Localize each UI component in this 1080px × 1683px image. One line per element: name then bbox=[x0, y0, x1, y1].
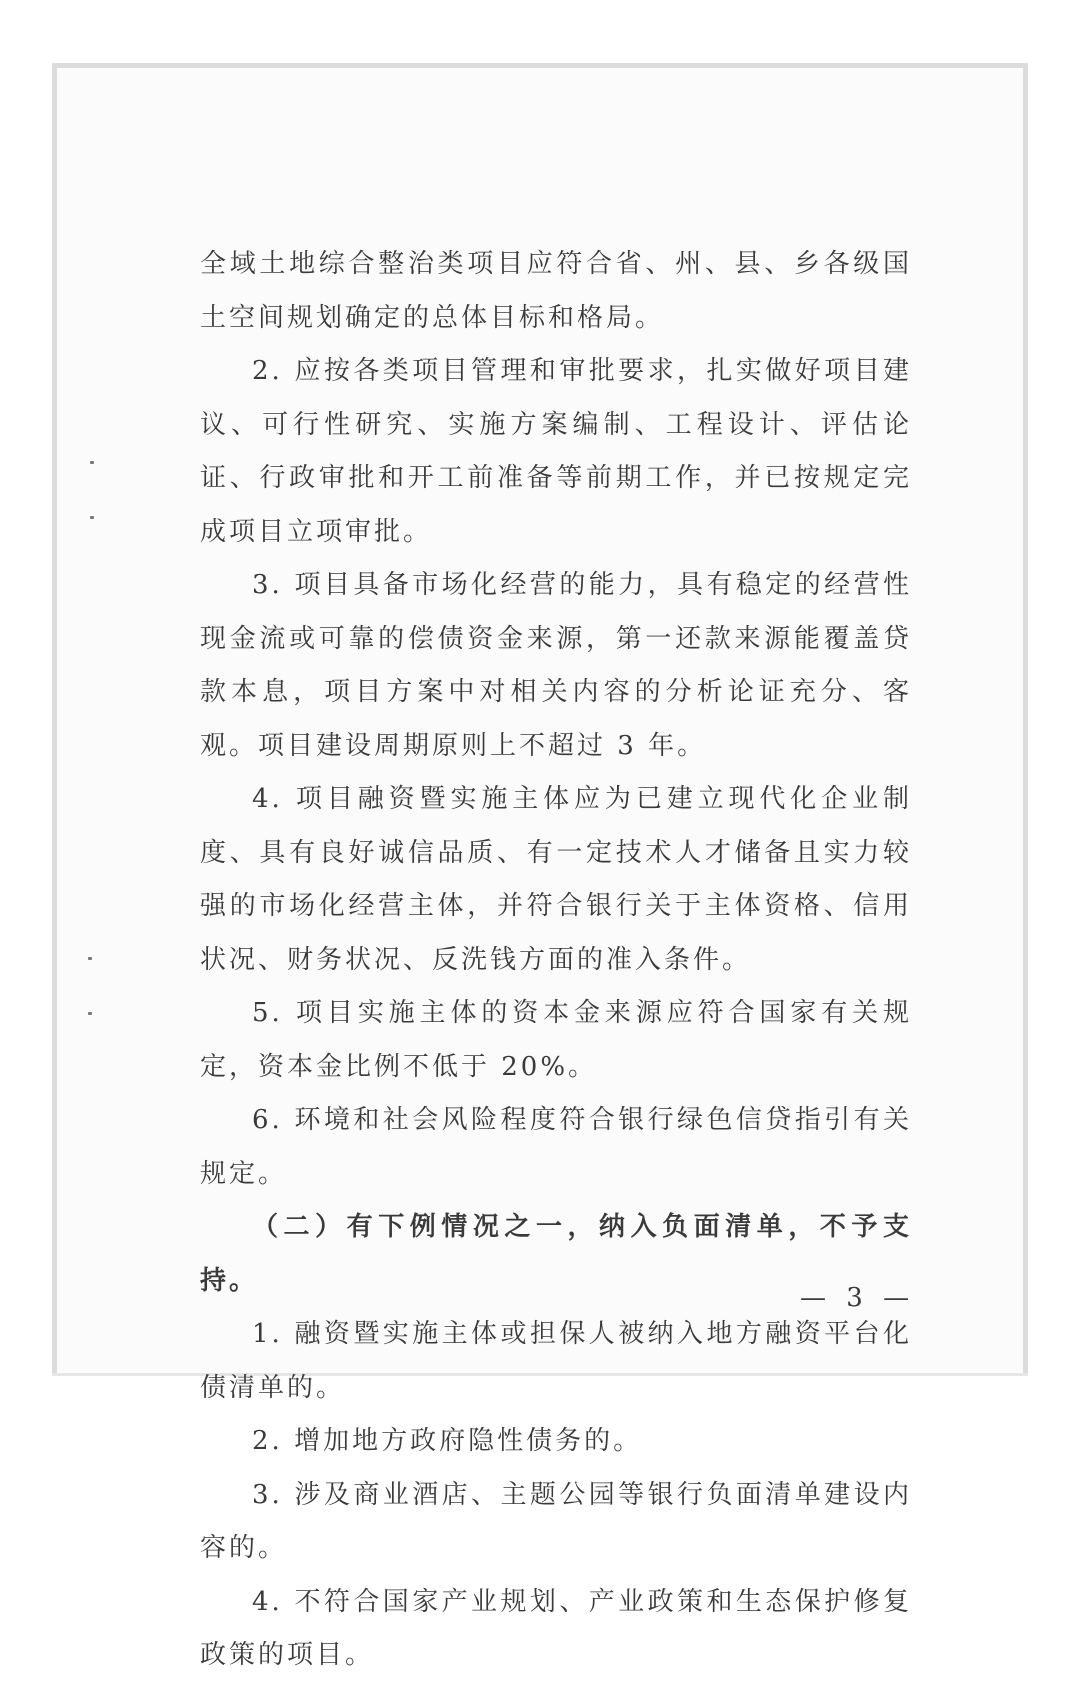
document-body bbox=[200, 238, 912, 1683]
section-heading-negative-list: （二）有下例情况之一，纳入负面清单，不予支持。 bbox=[200, 1212, 912, 1296]
scan-speck bbox=[88, 957, 92, 960]
negative-item-3: 3. 涉及商业酒店、主题公园等银行负面清单建设内容的。 bbox=[200, 1479, 912, 1563]
page-number: — 3 — bbox=[800, 1283, 916, 1313]
scan-speck bbox=[88, 1012, 92, 1015]
paragraph-item-6: 6. 环境和社会风险程度符合银行绿色信贷指引有关规定。 bbox=[200, 1105, 912, 1189]
scan-speck bbox=[90, 516, 94, 519]
negative-item-2: 2. 增加地方政府隐性债务的。 bbox=[252, 1426, 643, 1456]
paragraph-item-2: 2. 应按各类项目管理和审批要求，扎实做好项目建议、可行性研究、实施方案编制、工程设计、评估论证、行政审批和开工前准备等前期工作，并已按规定完成项目立项审批。 bbox=[200, 356, 912, 547]
paragraph-continuation: 全域土地综合整治类项目应符合省、州、县、乡各级国土空间规划确定的总体目标和格局。 bbox=[200, 249, 912, 333]
negative-item-4: 4. 不符合国家产业规划、产业政策和生态保护修复政策的项目。 bbox=[200, 1586, 912, 1670]
paragraph-item-4: 4. 项目融资暨实施主体应为已建立现代化企业制度、具有良好诚信品质、有一定技术人才储备且实力较强的市场化经营主体，并符合银行关于主体资格、信用状况、财务状况、反洗钱方面的准入条件。 bbox=[200, 784, 912, 975]
paragraph-item-3: 3. 项目具备市场化经营的能力，具有稳定的经营性现金流或可靠的偿债资金来源，第一还款来源能覆盖贷款本息，项目方案中对相关内容的分析论证充分、客观。项目建设周期原则上不超过 3 年。 bbox=[200, 570, 912, 761]
paragraph-item-5: 5. 项目实施主体的资本金来源应符合国家有关规定，资本金比例不低于 20%。 bbox=[200, 998, 912, 1082]
scan-speck bbox=[90, 461, 94, 464]
negative-item-1: 1. 融资暨实施主体或担保人被纳入地方融资平台化债清单的。 bbox=[200, 1319, 912, 1403]
